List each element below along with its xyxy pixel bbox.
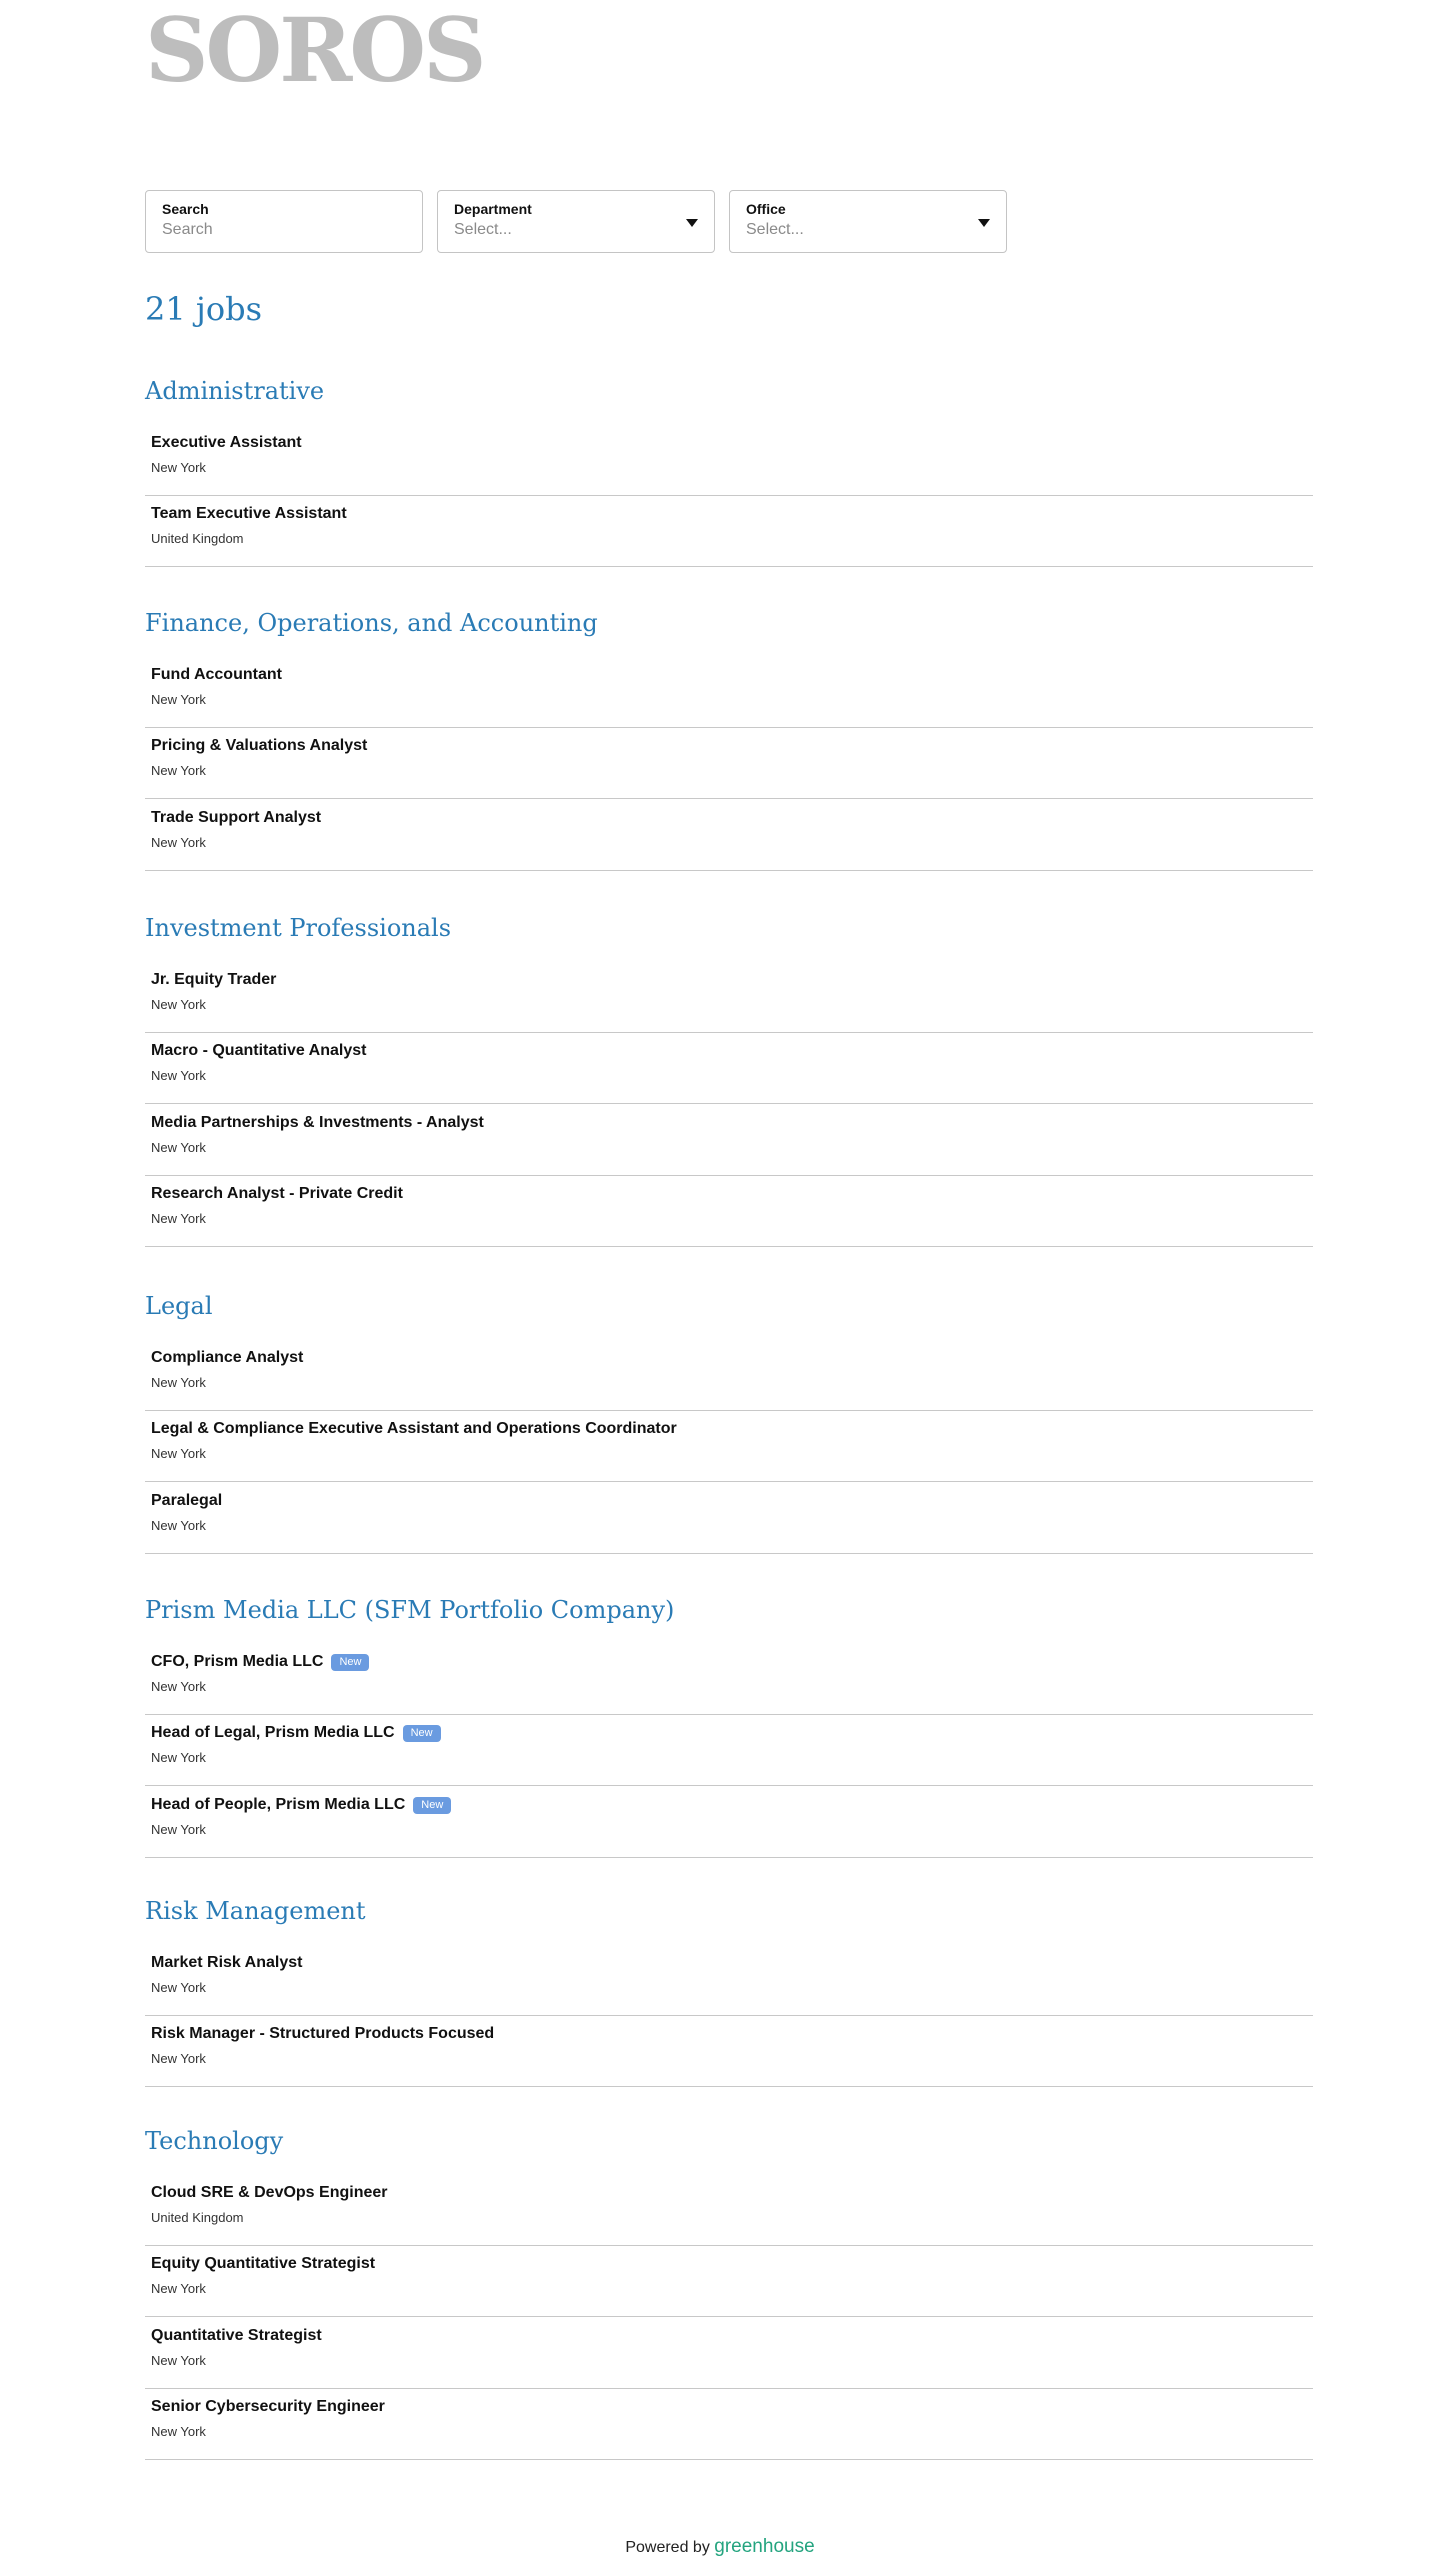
- job-row[interactable]: [145, 961, 1313, 1033]
- job-count: 21 jobs: [145, 290, 262, 328]
- job-title-link[interactable]: Media Partnerships & Investments - Analyst: [151, 1114, 484, 1131]
- job-location: New York: [151, 1068, 206, 1083]
- job-row[interactable]: [145, 656, 1313, 728]
- job-row[interactable]: [145, 1339, 1313, 1411]
- job-location: New York: [151, 2424, 206, 2439]
- job-title-link[interactable]: Trade Support Analyst: [151, 809, 322, 826]
- job-location: New York: [151, 2353, 206, 2368]
- job-title-link[interactable]: Market Risk Analyst: [151, 1954, 303, 1971]
- job-title-line: [151, 1954, 302, 1972]
- job-title-link[interactable]: Quantitative Strategist: [151, 2327, 322, 2344]
- job-location: New York: [151, 2051, 206, 2066]
- job-title-line: [151, 971, 276, 989]
- footer-prefix: Powered by: [625, 2539, 710, 2556]
- job-row[interactable]: [145, 1410, 1313, 1482]
- department-heading: Technology: [145, 2127, 284, 2155]
- job-title-line: [151, 1420, 677, 1438]
- job-location: New York: [151, 1446, 206, 1461]
- job-row[interactable]: [145, 1944, 1313, 2016]
- job-location: New York: [151, 1750, 206, 1765]
- job-title-link[interactable]: Team Executive Assistant: [151, 505, 347, 522]
- job-row[interactable]: [145, 1643, 1313, 1715]
- soros-logo[interactable]: SOROS: [145, 0, 484, 102]
- job-row[interactable]: [145, 1482, 1313, 1554]
- department-value[interactable]: Select...: [454, 221, 512, 238]
- department-heading: Prism Media LLC (SFM Portfolio Company): [145, 1596, 675, 1624]
- job-title-line: [151, 2327, 322, 2345]
- job-title-link[interactable]: Executive Assistant: [151, 434, 302, 451]
- job-title-link[interactable]: Cloud SRE & DevOps Engineer: [151, 2184, 388, 2201]
- job-location: New York: [151, 763, 206, 778]
- job-row[interactable]: [145, 1175, 1313, 1247]
- job-location: New York: [151, 460, 206, 475]
- job-title-link[interactable]: CFO, Prism Media LLC: [151, 1653, 324, 1670]
- job-location: New York: [151, 2281, 206, 2296]
- job-location: New York: [151, 1518, 206, 1533]
- office-value[interactable]: Select...: [746, 221, 804, 238]
- job-row[interactable]: [145, 495, 1313, 567]
- job-title-link[interactable]: Paralegal: [151, 1492, 223, 1509]
- job-title-link[interactable]: Risk Manager - Structured Products Focused: [151, 2025, 495, 2042]
- job-title-line: [151, 1114, 484, 1132]
- job-title-link[interactable]: Senior Cybersecurity Engineer: [151, 2398, 385, 2415]
- job-location: United Kingdom: [151, 531, 244, 546]
- office-label: Office: [746, 201, 786, 217]
- new-badge: New: [403, 1725, 441, 1742]
- job-location: New York: [151, 692, 206, 707]
- job-title-line: [151, 2255, 375, 2273]
- job-title-link[interactable]: Fund Accountant: [151, 666, 282, 683]
- job-location: New York: [151, 997, 206, 1012]
- job-location: New York: [151, 1980, 206, 1995]
- job-title-line: [151, 1185, 403, 1203]
- job-title-line: [151, 1492, 222, 1510]
- department-heading: Risk Management: [145, 1897, 366, 1925]
- chevron-down-icon[interactable]: [978, 219, 990, 227]
- department-select[interactable]: [437, 190, 715, 253]
- job-title-link[interactable]: Equity Quantitative Strategist: [151, 2255, 376, 2272]
- job-title-line: [151, 1796, 451, 1814]
- job-location: New York: [151, 1211, 206, 1226]
- greenhouse-logo[interactable]: greenhouse: [714, 2536, 815, 2557]
- job-title-link[interactable]: Compliance Analyst: [151, 1349, 304, 1366]
- job-location: New York: [151, 1140, 206, 1155]
- job-row[interactable]: [145, 2317, 1313, 2389]
- department-heading: Investment Professionals: [145, 914, 452, 942]
- job-row[interactable]: [145, 2174, 1313, 2246]
- job-row[interactable]: [145, 727, 1313, 799]
- job-location: New York: [151, 835, 206, 850]
- job-title-link[interactable]: Macro - Quantitative Analyst: [151, 1042, 367, 1059]
- job-row[interactable]: [145, 2245, 1313, 2317]
- office-select[interactable]: [729, 190, 1007, 253]
- department-heading: Administrative: [145, 377, 325, 405]
- filters-bar: [145, 190, 1007, 253]
- chevron-down-icon[interactable]: [686, 219, 698, 227]
- job-location: New York: [151, 1822, 206, 1837]
- job-location: United Kingdom: [151, 2210, 244, 2225]
- job-location: New York: [151, 1375, 206, 1390]
- new-badge: New: [413, 1797, 451, 1814]
- job-row[interactable]: [145, 2015, 1313, 2087]
- job-title-line: [151, 2184, 387, 2202]
- job-title-link[interactable]: Research Analyst - Private Credit: [151, 1185, 403, 1202]
- job-row[interactable]: [145, 1104, 1313, 1176]
- job-row[interactable]: [145, 2388, 1313, 2460]
- job-location: New York: [151, 1679, 206, 1694]
- job-title-link[interactable]: Legal & Compliance Executive Assistant and Operations Coordinator: [151, 1420, 677, 1437]
- department-heading: Finance, Operations, and Accounting: [145, 609, 598, 637]
- job-title-line: [151, 737, 367, 755]
- job-row[interactable]: [145, 799, 1313, 871]
- job-title-line: [151, 1349, 303, 1367]
- search-input[interactable]: [162, 221, 392, 239]
- job-row[interactable]: [145, 424, 1313, 496]
- job-title-line: [151, 1042, 366, 1060]
- job-row[interactable]: [145, 1032, 1313, 1104]
- job-title-link[interactable]: Head of People, Prism Media LLC: [151, 1796, 406, 1813]
- department-heading: Legal: [145, 1292, 213, 1320]
- job-title-line: [151, 505, 347, 523]
- job-title-line: [151, 1724, 441, 1742]
- job-title-link[interactable]: Jr. Equity Trader: [151, 971, 277, 988]
- job-title-line: [151, 1653, 369, 1671]
- job-title-link[interactable]: Pricing & Valuations Analyst: [151, 737, 368, 754]
- job-row[interactable]: [145, 1786, 1313, 1858]
- search-filter[interactable]: [145, 190, 423, 253]
- job-title-link[interactable]: Head of Legal, Prism Media LLC: [151, 1724, 395, 1741]
- job-title-line: [151, 666, 282, 684]
- footer: [0, 2536, 1440, 2558]
- search-label: Search: [162, 201, 209, 217]
- job-title-line: [151, 2398, 385, 2416]
- new-badge: New: [331, 1654, 369, 1671]
- job-row[interactable]: [145, 1714, 1313, 1786]
- job-title-line: [151, 809, 321, 827]
- job-title-line: [151, 2025, 494, 2043]
- job-title-line: [151, 434, 302, 452]
- department-label: Department: [454, 201, 532, 217]
